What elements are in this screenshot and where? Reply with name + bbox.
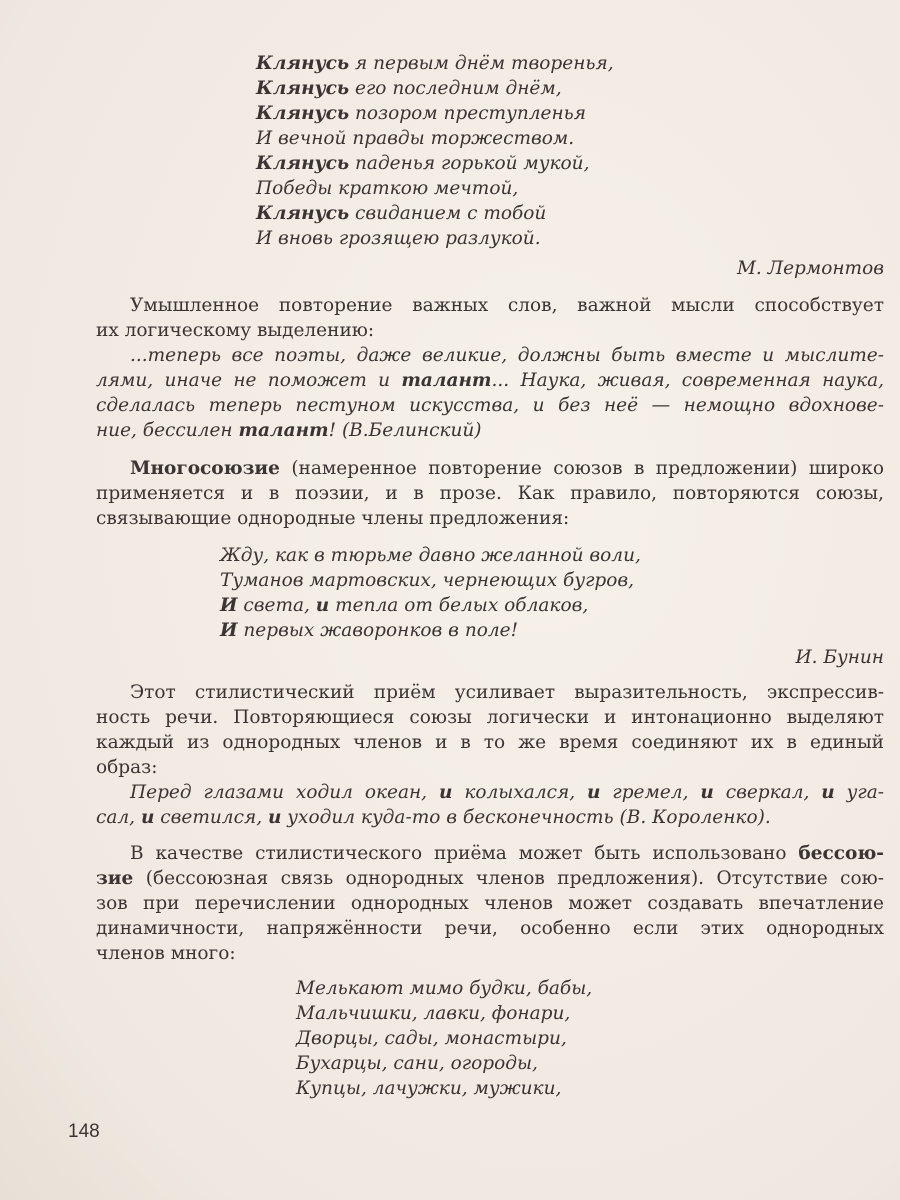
text-run: уходил куда-то в бесконечность (В. Короленко). <box>281 807 771 828</box>
text-line <box>96 393 884 418</box>
text-run: их логическому выделению: <box>96 320 375 341</box>
text-run: В качестве стилистического приёма может быть использовано <box>130 843 799 864</box>
text-run: его последним днём, <box>349 78 562 99</box>
bold-text: И <box>220 595 238 616</box>
text-run: связывающие однородные члены предложения: <box>96 508 570 529</box>
text-run: лями, иначе не поможет и <box>96 370 402 391</box>
text-run: применяется и в поэзии, и в прозе. Как правило, повторяются союзы, <box>96 483 884 504</box>
expressiveness-paragraph <box>96 680 884 780</box>
text-run: Дворцы, сады, монастыри, <box>296 1028 567 1049</box>
text-line <box>96 730 884 755</box>
poem-line <box>296 1051 592 1076</box>
bold-text: И <box>220 620 238 641</box>
text-run: Бухарцы, сани, огороды, <box>296 1053 538 1074</box>
text-line <box>96 941 884 966</box>
bold-text: Клянусь <box>256 103 350 124</box>
text-run: позором преступленья <box>349 103 586 124</box>
text-run: Мальчишки, лавки, фонари, <box>296 1003 571 1024</box>
bold-text: и <box>267 807 282 828</box>
text-run: сал, <box>96 807 141 828</box>
text-line <box>96 418 884 443</box>
poem-line <box>256 226 614 251</box>
text-run: (бессоюзная связь однородных членов предложения). Отсутствие сою- <box>133 868 884 889</box>
poem-line <box>256 101 614 126</box>
poem-line <box>296 976 592 1001</box>
text-line <box>96 805 884 830</box>
poem-line <box>220 618 641 643</box>
text-line <box>96 916 884 941</box>
text-run: Туманов мартовских, чернеющих бугров, <box>220 570 635 591</box>
bold-text: Клянусь <box>256 78 350 99</box>
poem-line <box>256 176 614 201</box>
poem-line <box>296 1026 592 1051</box>
bold-text: и <box>315 595 330 616</box>
text-line <box>96 705 884 730</box>
bold-text: и <box>700 782 714 803</box>
text-run: света, <box>237 595 316 616</box>
text-run: Этот стилистический приём усиливает выразительность, экспрессив- <box>130 682 884 703</box>
text-run: ность речи. Повторяющиеся союзы логически и интонационно выделяют <box>96 707 884 728</box>
bold-text: бессою- <box>798 843 884 864</box>
poem-line <box>296 1001 592 1026</box>
text-line <box>96 481 884 506</box>
bold-text: талант <box>238 420 329 441</box>
text-run: членов много: <box>96 943 236 964</box>
text-line <box>96 780 884 805</box>
bunin-poem <box>220 543 641 643</box>
text-run: ... Наука, живая, современная наука, <box>491 370 884 391</box>
text-run: тепла от белых облаков, <box>329 595 589 616</box>
poem-line <box>256 151 614 176</box>
poem-line <box>256 126 614 151</box>
text-run: светился, <box>154 807 268 828</box>
text-run: свиданием с тобой <box>349 203 547 224</box>
bold-text: Клянусь <box>256 153 350 174</box>
poem-line <box>220 568 641 593</box>
text-run: сделалась теперь пестуном искусства, и без неё — немощно вдохнове- <box>96 395 884 416</box>
poem-author: И. Бунин <box>795 647 884 668</box>
text-run: зов при перечислении однородных членов может создавать впечатление <box>96 893 884 914</box>
poem-line <box>296 1076 592 1101</box>
text-run: (намеренное повторение союзов в предложении) широко <box>279 458 884 479</box>
poem-line <box>256 51 614 76</box>
polysyndeton-paragraph <box>96 456 884 531</box>
poem-line <box>220 593 641 618</box>
text-line <box>96 680 884 705</box>
repetition-paragraph <box>96 293 884 443</box>
text-run: ! (В.Белинский) <box>328 420 482 441</box>
bold-text: и <box>438 782 453 803</box>
text-run: Перед глазами ходил океан, <box>130 782 439 803</box>
text-run: образ: <box>96 757 158 778</box>
text-run: я первым днём творенья, <box>349 53 614 74</box>
bold-text: Клянусь <box>256 203 350 224</box>
pushkin-poem <box>296 976 592 1101</box>
text-line <box>96 841 884 866</box>
text-run: каждый из однородных членов и в то же время соединяют их в единый <box>96 732 884 753</box>
poem-line <box>220 543 641 568</box>
text-line <box>96 343 884 368</box>
text-run: Жду, как в тюрьме давно желанной воли, <box>220 545 641 566</box>
text-run: Купцы, лачужки, мужики, <box>296 1078 562 1099</box>
text-run: гремел, <box>600 782 701 803</box>
text-run: сверкал, <box>713 782 822 803</box>
bold-text: зие <box>96 868 134 889</box>
text-run: первых жаворонков в поле! <box>237 620 519 641</box>
page-number: 148 <box>68 1121 100 1142</box>
text-run: Победы краткою мечтой, <box>256 178 519 199</box>
bold-text: и <box>140 807 155 828</box>
text-run: уга- <box>834 782 884 803</box>
bold-text: Многосоюзие <box>130 458 280 479</box>
text-line <box>96 293 884 318</box>
text-line <box>96 891 884 916</box>
text-run: ние, бессилен <box>96 420 239 441</box>
text-run: И вечной правды торжеством. <box>256 128 575 149</box>
bold-text: и <box>587 782 601 803</box>
asyndeton-paragraph <box>96 841 884 966</box>
text-line <box>96 368 884 393</box>
text-run: Умышленное повторение важных слов, важной мысли способствует <box>130 295 884 316</box>
text-run: Мелькают мимо будки, бабы, <box>296 978 593 999</box>
text-line <box>96 755 884 780</box>
text-run: динамичности, напряжённости речи, особенно если этих однородных <box>96 918 884 939</box>
korolenko-quote <box>96 780 884 830</box>
poem-author: М. Лермонтов <box>736 258 884 279</box>
bold-text: талант <box>401 370 492 391</box>
text-run: паденья горькой мукой, <box>349 153 590 174</box>
text-line <box>96 456 884 481</box>
poem-line <box>256 76 614 101</box>
bold-text: и <box>821 782 835 803</box>
text-run: ...теперь все поэты, даже великие, должны быть вместе и мыслите- <box>130 345 884 366</box>
poem-line <box>256 201 614 226</box>
text-line <box>96 866 884 891</box>
text-line <box>96 318 884 343</box>
text-run: И вновь грозящею разлукой. <box>256 228 541 249</box>
text-run: колыхался, <box>452 782 587 803</box>
lermontov-poem <box>256 51 614 251</box>
text-line <box>96 506 884 531</box>
bold-text: Клянусь <box>256 53 350 74</box>
